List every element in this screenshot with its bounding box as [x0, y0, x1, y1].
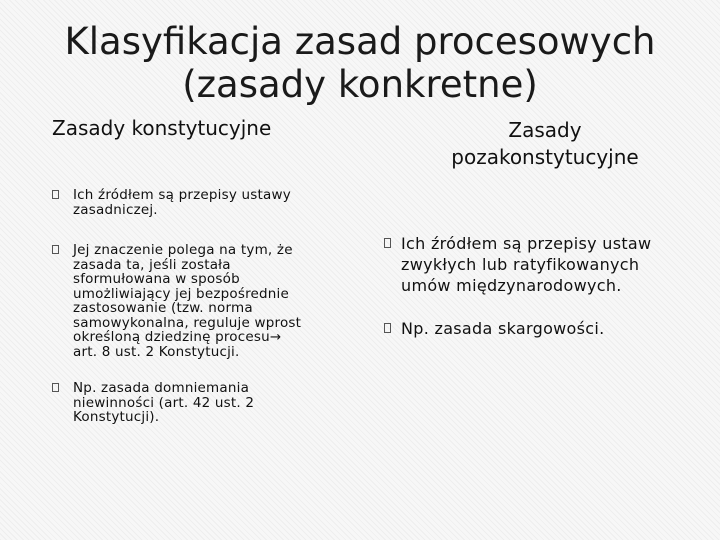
left-column-heading: Zasady konstytucyjne	[52, 116, 272, 140]
list-item	[52, 243, 352, 359]
list-item-text: umożliwiający jej bezpośrednie	[73, 285, 290, 302]
list-item	[52, 381, 352, 425]
list-item-text: samowykonalna, reguluje wprost	[73, 314, 302, 331]
list-item-text: zwykłych lub ratyfikowanych	[401, 255, 640, 274]
left-bullet-list	[52, 188, 352, 425]
list-item-text: zasada ta, jeśli została	[73, 256, 231, 273]
list-item-text: umów międzynarodowych.	[401, 276, 622, 295]
right-heading-line-2: pozakonstytucyjne	[451, 145, 639, 169]
list-item-text: zastosowanie (tzw. norma	[73, 300, 253, 316]
slide-title	[40, 20, 680, 106]
list-item-text: Jej znaczenie polega na tym, że	[73, 242, 293, 258]
list-item-text: Ich źródłem są przepisy ustaw	[401, 234, 652, 253]
right-column-heading	[395, 117, 695, 171]
list-item	[384, 233, 694, 296]
list-item-text: Np. zasada skargowości.	[401, 319, 605, 338]
slide-title-line-1: Klasyfikacja zasad procesowych	[64, 20, 656, 63]
list-item	[384, 318, 694, 339]
slide-title-line-2: (zasady konkretne)	[182, 63, 538, 106]
list-item-text: Np. zasada domniemania	[73, 380, 250, 396]
square-bullet-icon	[52, 190, 59, 199]
list-item	[52, 188, 352, 217]
list-item-text: art. 8 ust. 2 Konstytucji.	[73, 343, 240, 360]
right-bullet-list	[384, 233, 694, 339]
list-item-text: niewinności (art. 42 ust. 2	[73, 394, 255, 411]
right-heading-line-1: Zasady	[508, 118, 582, 142]
list-item-text: określoną dziedzinę procesu→	[73, 329, 282, 345]
square-bullet-icon	[384, 238, 391, 248]
square-bullet-icon	[52, 245, 59, 254]
list-item-text: Konstytucji).	[73, 409, 160, 425]
square-bullet-icon	[52, 383, 59, 392]
list-item-text: zasadniczej.	[73, 201, 158, 218]
square-bullet-icon	[384, 323, 391, 333]
list-item-text: sformułowana w sposób	[73, 271, 240, 287]
list-item-text: Ich źródłem są przepisy ustawy	[73, 187, 291, 203]
